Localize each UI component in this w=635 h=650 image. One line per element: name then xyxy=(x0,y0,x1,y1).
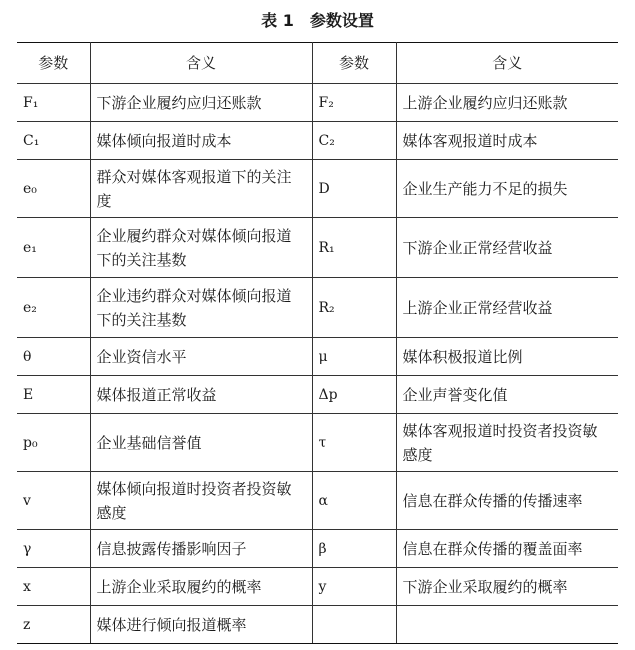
meaning-cell xyxy=(396,606,618,644)
meaning-cell: 媒体客观报道时成本 xyxy=(396,122,618,160)
meaning-cell: 信息披露传播影响因子 xyxy=(90,530,312,568)
meaning-cell: 信息在群众传播的覆盖面率 xyxy=(396,530,618,568)
param-cell: p₀ xyxy=(17,414,90,472)
meaning-cell: 上游企业采取履约的概率 xyxy=(90,568,312,606)
meaning-cell: 下游企业采取履约的概率 xyxy=(396,568,618,606)
table-row xyxy=(17,84,618,122)
meaning-cell: 企业违约群众对媒体倾向报道下的关注基数 xyxy=(90,278,312,338)
param-cell: R₂ xyxy=(312,278,396,338)
table-row xyxy=(17,278,618,338)
meaning-cell: 媒体倾向报道时成本 xyxy=(90,122,312,160)
param-cell: F₂ xyxy=(312,84,396,122)
header-param-left: 参数 xyxy=(17,43,90,84)
meaning-cell: 群众对媒体客观报道下的关注度 xyxy=(90,160,312,218)
table-row xyxy=(17,160,618,218)
meaning-cell: 下游企业履约应归还账款 xyxy=(90,84,312,122)
table-row xyxy=(17,338,618,376)
param-cell: F₁ xyxy=(17,84,90,122)
param-cell: C₁ xyxy=(17,122,90,160)
table-caption: 表 1 参数设置 xyxy=(261,11,374,30)
parameter-table xyxy=(17,42,618,644)
param-cell: v xyxy=(17,472,90,530)
param-cell: e₀ xyxy=(17,160,90,218)
table-row xyxy=(17,568,618,606)
header-param-right: 参数 xyxy=(312,43,396,84)
meaning-cell: 上游企业履约应归还账款 xyxy=(396,84,618,122)
meaning-cell: 下游企业正常经营收益 xyxy=(396,218,618,278)
table-row xyxy=(17,376,618,414)
param-cell: τ xyxy=(312,414,396,472)
param-cell: E xyxy=(17,376,90,414)
param-cell: α xyxy=(312,472,396,530)
header-meaning-right: 含义 xyxy=(396,43,618,84)
param-cell: θ xyxy=(17,338,90,376)
meaning-cell: 媒体积极报道比例 xyxy=(396,338,618,376)
param-cell xyxy=(312,606,396,644)
param-cell: z xyxy=(17,606,90,644)
param-cell: y xyxy=(312,568,396,606)
meaning-cell: 企业生产能力不足的损失 xyxy=(396,160,618,218)
meaning-cell: 企业资信水平 xyxy=(90,338,312,376)
param-cell: Δp xyxy=(312,376,396,414)
param-cell: C₂ xyxy=(312,122,396,160)
meaning-cell: 上游企业正常经营收益 xyxy=(396,278,618,338)
param-cell: R₁ xyxy=(312,218,396,278)
table-row xyxy=(17,472,618,530)
meaning-cell: 媒体倾向报道时投资者投资敏感度 xyxy=(90,472,312,530)
meaning-cell: 信息在群众传播的传播速率 xyxy=(396,472,618,530)
table-row xyxy=(17,122,618,160)
table-row xyxy=(17,414,618,472)
param-cell: e₁ xyxy=(17,218,90,278)
table-row xyxy=(17,530,618,568)
meaning-cell: 企业声誉变化值 xyxy=(396,376,618,414)
param-cell: e₂ xyxy=(17,278,90,338)
table-row xyxy=(17,606,618,644)
param-cell: D xyxy=(312,160,396,218)
param-cell: x xyxy=(17,568,90,606)
meaning-cell: 企业基础信誉值 xyxy=(90,414,312,472)
meaning-cell: 企业履约群众对媒体倾向报道下的关注基数 xyxy=(90,218,312,278)
header-row xyxy=(17,43,618,84)
param-cell: β xyxy=(312,530,396,568)
table-row xyxy=(17,218,618,278)
meaning-cell: 媒体客观报道时投资者投资敏感度 xyxy=(396,414,618,472)
header-meaning-left: 含义 xyxy=(90,43,312,84)
param-cell: γ xyxy=(17,530,90,568)
meaning-cell: 媒体报道正常收益 xyxy=(90,376,312,414)
meaning-cell: 媒体进行倾向报道概率 xyxy=(90,606,312,644)
param-cell: μ xyxy=(312,338,396,376)
